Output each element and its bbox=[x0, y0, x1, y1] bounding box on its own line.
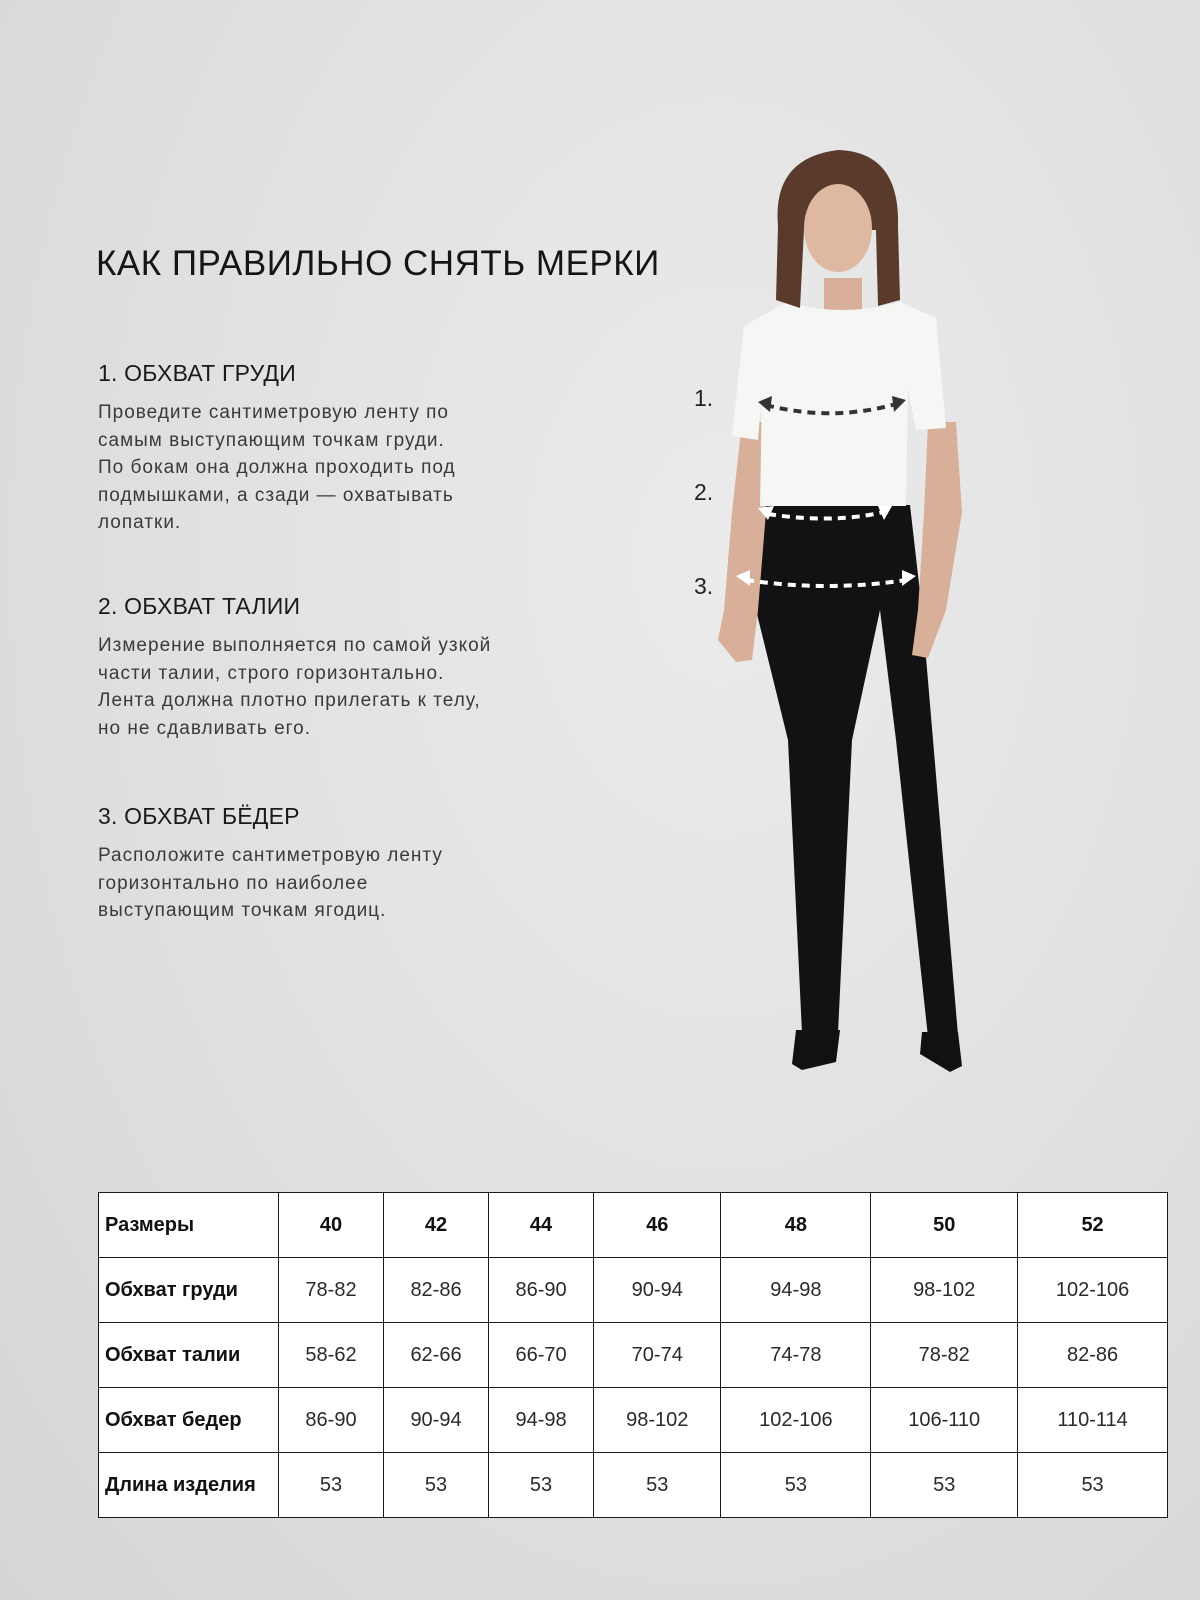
table-cell: 90-94 bbox=[384, 1388, 489, 1453]
table-cell: Обхват бедер bbox=[99, 1388, 279, 1453]
table-cell: 42 bbox=[384, 1193, 489, 1258]
table-row bbox=[99, 1453, 1168, 1518]
table-cell: 94-98 bbox=[721, 1258, 871, 1323]
table-cell: 106-110 bbox=[871, 1388, 1018, 1453]
model-neck bbox=[824, 278, 862, 312]
table-cell: 82-86 bbox=[1018, 1323, 1168, 1388]
table-cell: 53 bbox=[871, 1453, 1018, 1518]
table-cell: Размеры bbox=[99, 1193, 279, 1258]
table-cell: Обхват талии bbox=[99, 1323, 279, 1388]
table-cell: 94-98 bbox=[489, 1388, 594, 1453]
section-hips bbox=[98, 803, 568, 925]
table-cell: 48 bbox=[721, 1193, 871, 1258]
section-waist bbox=[98, 593, 568, 742]
section-chest-heading: 1. ОБХВАТ ГРУДИ bbox=[98, 360, 296, 386]
table-cell: 78-82 bbox=[279, 1258, 384, 1323]
table-cell: 98-102 bbox=[594, 1388, 721, 1453]
table-cell: 53 bbox=[594, 1453, 721, 1518]
table-cell: 70-74 bbox=[594, 1323, 721, 1388]
table-cell: 53 bbox=[489, 1453, 594, 1518]
table-cell: 102-106 bbox=[1018, 1258, 1168, 1323]
table-row bbox=[99, 1323, 1168, 1388]
table-cell: 86-90 bbox=[279, 1388, 384, 1453]
section-chest bbox=[98, 360, 568, 537]
table-cell: 74-78 bbox=[721, 1323, 871, 1388]
table-cell: 50 bbox=[871, 1193, 1018, 1258]
marker-waist-number: 2. bbox=[694, 479, 714, 505]
table-cell: 53 bbox=[384, 1453, 489, 1518]
model-figure bbox=[700, 140, 1000, 1100]
table-row bbox=[99, 1388, 1168, 1453]
model-shoe-right bbox=[920, 1032, 962, 1072]
table-cell: 102-106 bbox=[721, 1388, 871, 1453]
table-cell: 82-86 bbox=[384, 1258, 489, 1323]
section-hips-text: Расположите сантиметровую ленту горизонтально по наиболее выступающим точкам ягодиц. bbox=[98, 845, 443, 921]
table-cell: 110-114 bbox=[1018, 1388, 1168, 1453]
table-cell: 78-82 bbox=[871, 1323, 1018, 1388]
table-cell: 66-70 bbox=[489, 1323, 594, 1388]
table-cell: 46 bbox=[594, 1193, 721, 1258]
model-arm-right bbox=[912, 422, 962, 658]
size-table bbox=[98, 1192, 1168, 1518]
table-cell: 53 bbox=[1018, 1453, 1168, 1518]
marker-hips-number: 3. bbox=[694, 573, 714, 599]
section-chest-text: Проведите сантиметровую ленту по самым выступающим точкам груди. По бокам она должна проходить под подмышками, а сзади — охватывать лопатки. bbox=[98, 402, 456, 533]
page-title: КАК ПРАВИЛЬНО СНЯТЬ МЕРКИ bbox=[96, 244, 660, 283]
table-cell: 62-66 bbox=[384, 1323, 489, 1388]
table-cell: 40 bbox=[279, 1193, 384, 1258]
table-cell: 52 bbox=[1018, 1193, 1168, 1258]
section-hips-heading: 3. ОБХВАТ БЁДЕР bbox=[98, 803, 300, 829]
section-waist-text: Измерение выполняется по самой узкой части талии, строго горизонтально. Лента должна плотно прилегать к телу, но не сдавливать его. bbox=[98, 635, 492, 739]
model-shoe-left bbox=[792, 1030, 840, 1070]
size-table-header-row bbox=[99, 1193, 1168, 1258]
table-cell: 90-94 bbox=[594, 1258, 721, 1323]
table-row bbox=[99, 1258, 1168, 1323]
model-face bbox=[804, 184, 872, 272]
table-cell: 58-62 bbox=[279, 1323, 384, 1388]
table-cell: 53 bbox=[721, 1453, 871, 1518]
table-cell: 44 bbox=[489, 1193, 594, 1258]
table-cell: Обхват груди bbox=[99, 1258, 279, 1323]
marker-chest-number: 1. bbox=[694, 385, 714, 411]
section-waist-heading: 2. ОБХВАТ ТАЛИИ bbox=[98, 593, 301, 619]
table-cell: 86-90 bbox=[489, 1258, 594, 1323]
table-cell: 98-102 bbox=[871, 1258, 1018, 1323]
table-cell: Длина изделия bbox=[99, 1453, 279, 1518]
table-cell: 53 bbox=[279, 1453, 384, 1518]
